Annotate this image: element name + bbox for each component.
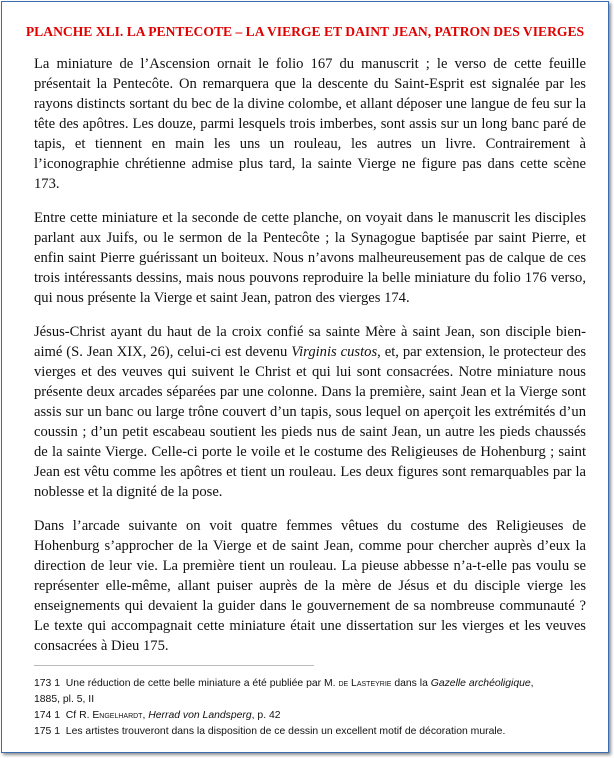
paragraph-1: La miniature de l’Ascension ornait le folio 167 du manuscrit ; le verso de cette feuille présentait la Pentecôte. On remarquera que la descente du Saint-Esprit est signalée par les rayons distincts sortant du bec de la divine colombe, et allant déposer une langue de feu sur la tête des apôtres. Les douze, parmi lesquels trois imberbes, sont assis sur un long banc paré de tapis, et tiennent en main les uns un rouleau, les autres un livre. Contrairement à l’iconographie chrétienne admise plus tard, la sainte Vierge ne figure pas dans cette scène 173. (34, 56, 586, 192)
footnote-173-text-3: , (530, 678, 534, 689)
footnote-173 (34, 676, 594, 708)
footnote-174 (34, 708, 594, 724)
page-title: PLANCHE XLI. LA PENTECOTE – LA VIERGE ET DAINT JEAN, PATRON DES VIERGES (25, 24, 585, 39)
footnote-173-author: de Lasteyrie (338, 678, 392, 689)
footnote-173-number: 173 1 (34, 678, 61, 689)
footnote-174-text-2: , (142, 710, 149, 721)
footnote-173-line-2: 1885, pl. 5, II (34, 694, 95, 705)
footnote-173-text-2: dans la (391, 678, 431, 689)
footnote-173-journal: Gazelle archéoligique (430, 678, 531, 689)
virginis-custos-italic: Virginis custos (291, 344, 378, 360)
footnote-175-text: Les artistes trouveront dans la disposition de ce dessin un excellent motif de décoration murale. (65, 726, 506, 737)
footnote-174-author: R. Engelhardt (79, 710, 143, 721)
footnote-174-number: 174 1 (34, 710, 61, 721)
paragraph-2: Entre cette miniature et la seconde de cette planche, on voyait dans le manuscrit les disciples parlant aux Juifs, ou le sermon de la Pentecôte ; la Synagogue baptisée par saint Pierre, et enfin saint Pierre guérissant un boiteux. Nous n’avons malheureusement pas de calque de ces trois intéressants dessins, mais nous pouvons reproduire la belle miniature du folio 176 verso, qui nous présente la Vierge et saint Jean, patron des vierges 174. (34, 210, 586, 306)
footnote-173-text-1: Une réduction de cette belle miniature a été publiée par M. (65, 678, 339, 689)
footnote-separator (34, 665, 314, 666)
footnote-174-work: Herrad von Landsperg (148, 710, 252, 721)
footnote-175-number: 175 1 (34, 726, 61, 737)
footnote-174-text-3: , p. 42 (251, 710, 281, 721)
paragraph-3 (34, 322, 586, 502)
document-page (1, 1, 609, 753)
footnotes (34, 676, 594, 740)
footnote-174-text-1: Cf (65, 710, 80, 721)
paragraph-3-part-2: , et, par extension, le protecteur des vierges et des veuves qui suivent le Christ et qui lui sont consacrées. Notre miniature nous présente deux arcades séparées par une colonne. Dans la première, saint Jean et la Vierge sont assis sur un banc ou large trône couvert d’un tapis, sous lequel on aperçoit les extrémités d’un coussin ; d’un petit escabeau soutient les pieds nus de saint Jean, un autre les pieds chaussés de la sainte Vierge. Celle-ci porte le voile et le costume des Religieuses de Hohenburg ; saint Jean est vêtu comme les apôtres et tient un rouleau. Les deux figures sont remarquables par la noblesse et la dignité de la pose. (34, 344, 586, 500)
footnote-175 (34, 724, 594, 740)
body-text (34, 54, 586, 670)
paragraph-4: Dans l’arcade suivante on voit quatre femmes vêtues du costume des Religieuses de Hohenburg s’approcher de la Vierge et de saint Jean, comme pour chercher auprès d’eux la direction de leur vie. La première tient un rouleau. La pieuse abbesse n’a-t-elle pas voulu se représenter elle-même, allant puiser auprès de la mère de Jésus et du disciple vierge les enseignements qui devaient la guider dans le gouvernement de sa nombreuse communauté ? Le texte qui accompagnait cette miniature était une dissertation sur les vierges et les veuves consacrées à Dieu 175. (34, 518, 586, 654)
paragraph-3-part-1: Jésus-Christ ayant du haut de la croix confié sa sainte Mère à saint Jean, son disciple bien-aimé (S. Jean XIX, 26), celui-ci est devenu (34, 324, 586, 360)
